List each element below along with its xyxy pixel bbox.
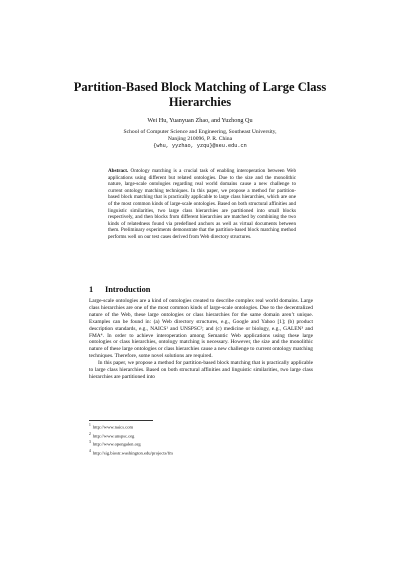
footnote-mark: 4 [89, 449, 91, 454]
footnote [89, 422, 313, 431]
footnote-mark: 3 [89, 440, 91, 445]
footnotes [89, 422, 313, 457]
paragraph: Large-scale ontologies are a kind of ontologies created to describe complex real world domains. Large class hierarchies are one of the most common kinds of large-scale ontologies. Due to the decentralized nature of the Web, these large ontologies or class hierarchies for the same domain aren’t unique. Examples can be found in: (a) Web directory structures, e.g., Google and Yahoo [1]; (b) product description standards, e.g., NAICS¹ and UNSPSC²; and (c) medicine or biology, e.g., GALEN³ and FMA⁴. In order to achieve interoperation among Semantic Web applications using these large ontologies or class hierarchies, ontology matching is necessary. However, the size and the monolithic nature of these large ontologies or class hierarchies cause a new challenge to current ontology matching techniques. Therefore, some novel solutions are required. [89, 298, 313, 360]
affiliation-block [60, 129, 340, 151]
footnote-rule [89, 420, 153, 421]
section-heading [89, 285, 319, 294]
footnote-text: http://www.naics.com [92, 424, 134, 430]
footnote-mark: 2 [89, 431, 91, 436]
footnote-text: http://sig.biostr.washington.edu/projects/fm [92, 450, 173, 456]
paragraph: In this paper, we propose a method for partition-based block matching that is practically applicable to large class hierarchies. Based on both structural affinities and linguistic similarities, two large class hierarchies are partitioned into [89, 360, 313, 380]
author-emails: {whu, yyzhao, yzqu}@seu.edu.cn [153, 143, 247, 150]
footnote [89, 431, 313, 440]
section-title: Introduction [105, 285, 151, 294]
footnote-mark: 1 [89, 423, 91, 427]
affiliation-line: Nanjing 210096, P. R. China [167, 136, 233, 143]
footnote [89, 439, 313, 448]
abstract [108, 168, 296, 241]
footnote-text: http://www.unspsc.org [92, 433, 135, 439]
abstract-label: Abstract. [108, 168, 129, 174]
footnote [89, 448, 313, 457]
paper-title: Partition-Based Block Matching of Large Class Hierarchies [73, 80, 327, 109]
footnote-text: http://www.opengalen.org [92, 442, 141, 447]
body-text [89, 298, 313, 381]
author-list: Wei Hu, Yuanyuan Zhao, and Yuzhong Qu [147, 117, 253, 124]
section-number: 1 [89, 285, 94, 294]
affiliation-line: School of Computer Science and Engineering, Southeast University, [123, 129, 277, 135]
abstract-text: Ontology matching is a crucial task of enabling interoperation between Web applications using different but related ontologies. Due to the size and the monolithic nature, large-scale ontologies regarding real world domains cause a new challenge to current ontology matching techniques. In this paper, we propose a method for partition-based block matching that is practically applicable to large class hierarchies, which are one of the most common kinds of large-scale ontologies. Based on both structural affinities and linguistic similarities, two large class hierarchies are partitioned into small blocks respectively, and then blocks from different hierarchies are matched by combining the two kinds of relatedness found via predefined anchors as well as virtual documents between them. Preliminary experiments demonstrate that the partition-based block matching method performs well on our test cases derived from Web directory structures. [108, 168, 296, 240]
